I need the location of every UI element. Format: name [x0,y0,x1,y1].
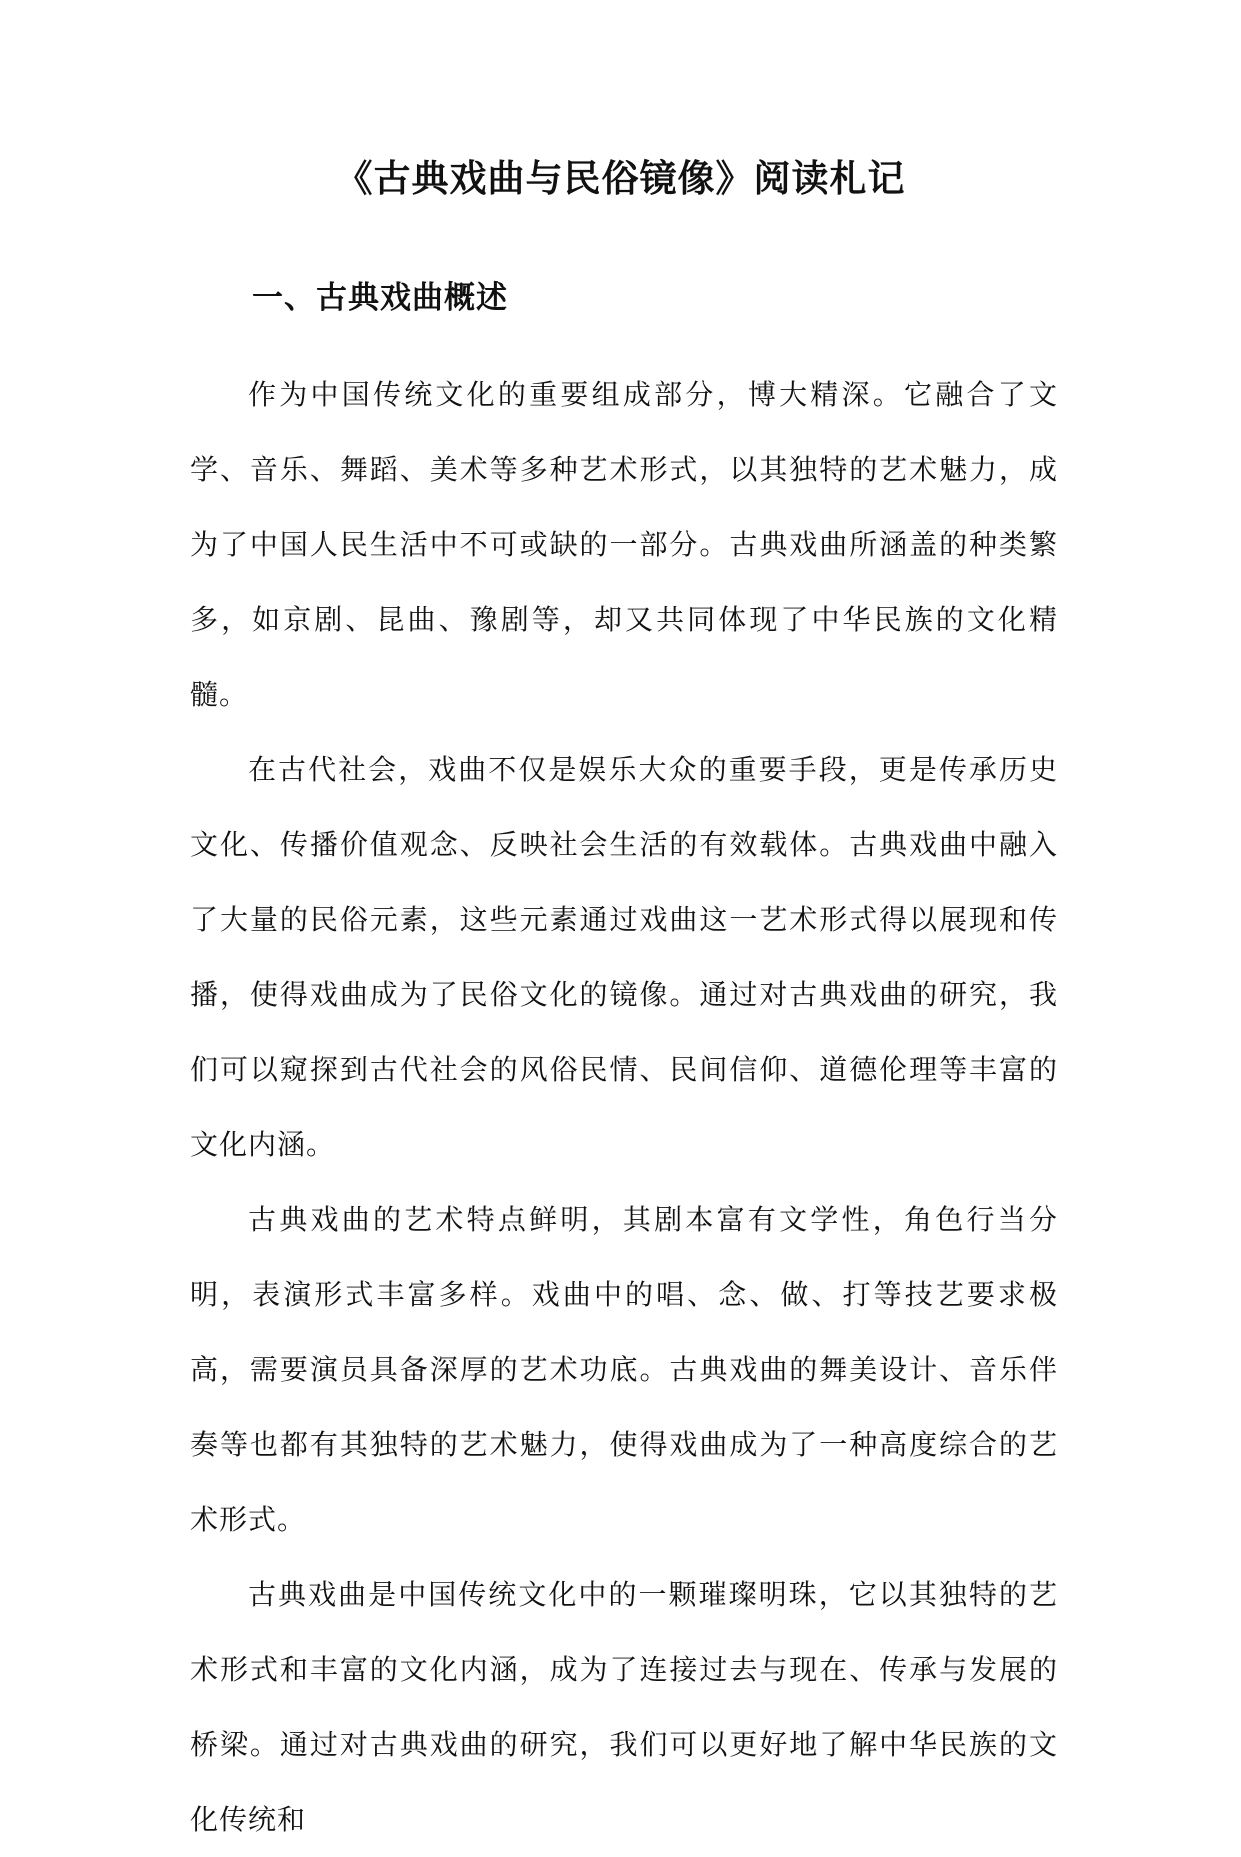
section-body [190,357,1058,1857]
section-heading: 一、古典戏曲概述 [252,280,508,316]
paragraph-art-features: 古典戏曲的艺术特点鲜明，其剧本富有文学性，角色行当分明，表演形式丰富多样。戏曲中的唱、念、做、打等技艺要求极高，需要演员具备深厚的艺术功底。古典戏曲的舞美设计、音乐伴奏等也都有其独特的艺术魅力，使得戏曲成为了一种高度综合的艺术形式。 [190,1203,1058,1536]
paragraph-bright-pearl: 古典戏曲是中国传统文化中的一颗璀璨明珠，它以其独特的艺术形式和丰富的文化内涵，成为了连接过去与现在、传承与发展的桥梁。通过对古典戏曲的研究，我们可以更好地了解中华民族的文化传统和 [190,1578,1058,1836]
paragraph-overview: 作为中国传统文化的重要组成部分，博大精深。它融合了文学、音乐、舞蹈、美术等多种艺术形式，以其独特的艺术魅力，成为了中国人民生活中不可或缺的一部分。古典戏曲所涵盖的种类繁多，如京剧、昆曲、豫剧等，却又共同体现了中华民族的文化精髓。 [190,378,1058,711]
paragraph-ancient-society: 在古代社会，戏曲不仅是娱乐大众的重要手段，更是传承历史文化、传播价值观念、反映社会生活的有效载体。古典戏曲中融入了大量的民俗元素，这些元素通过戏曲这一艺术形式得以展现和传播，使得戏曲成为了民俗文化的镜像。通过对古典戏曲的研究，我们可以窥探到古代社会的风俗民情、民间信仰、道德伦理等丰富的文化内涵。 [190,753,1058,1161]
document-title: 《古典戏曲与民俗镜像》阅读札记 [335,156,906,200]
